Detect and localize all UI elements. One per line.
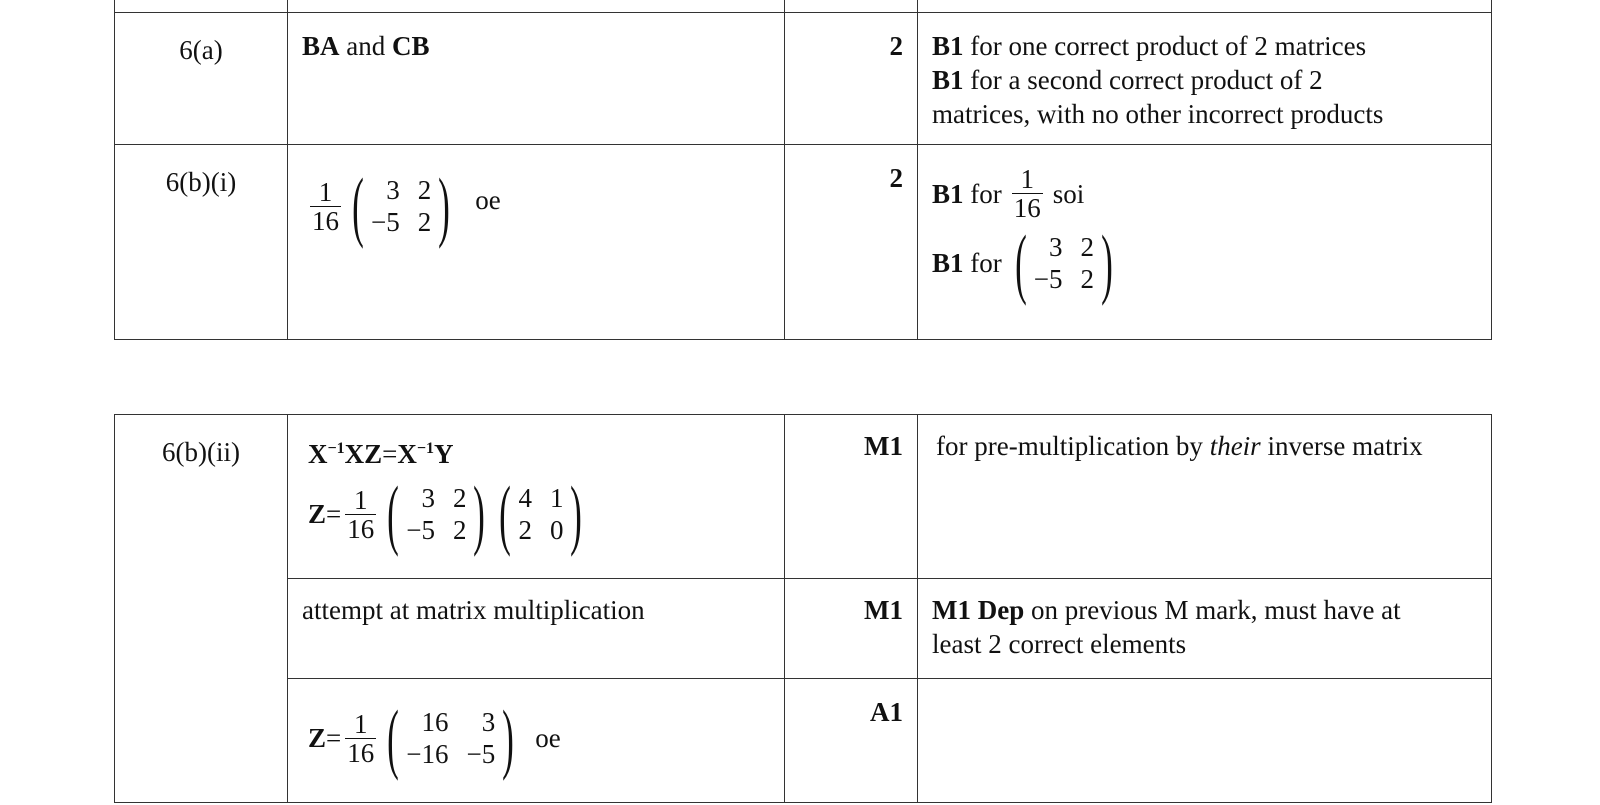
answer-cell <box>288 415 785 579</box>
guidance-line-1: B1 for one correct product of 2 matrices <box>932 31 1367 61</box>
guidance-line-1: B1 for $\frac{1}{16}$ soi <box>932 164 1085 223</box>
answer-oe: oe <box>535 723 561 753</box>
guidance-cell <box>918 145 1492 340</box>
markscheme-table-top <box>114 0 1492 340</box>
table-top-edge-row <box>115 0 1492 13</box>
question-cell: 6(b)(ii) <box>115 415 288 803</box>
answer-cell <box>288 13 785 145</box>
answer-text: attempt at matrix multiplication <box>302 595 645 625</box>
row-6a <box>115 13 1492 145</box>
mark-value: M1 <box>864 595 903 625</box>
mark-cell <box>785 13 918 145</box>
answer-matrix: ( 3 2 −5 2 ) <box>352 162 451 249</box>
mark-value: 2 <box>889 163 903 193</box>
row-6bii-2 <box>115 579 1492 679</box>
answer-equation-1: $X^{-1}XZ=X^{-1}Y$ <box>308 439 454 469</box>
answer-fraction: $\frac{1}{16}$ <box>312 176 339 236</box>
answer-cell <box>288 145 785 340</box>
answer-oe: oe <box>475 185 501 215</box>
guidance-cell <box>918 13 1492 145</box>
guidance-cell <box>918 579 1492 679</box>
row-6bii-3 <box>115 679 1492 803</box>
matrix-y: ( 4 1 2 0 ) <box>499 470 583 557</box>
answer-cell <box>288 579 785 679</box>
mark-cell <box>785 579 918 679</box>
answer-cb: CB <box>392 31 430 61</box>
markscheme-table-bottom <box>114 414 1492 803</box>
guidance-line-2: B1 for ( 3 2 −5 2 ) <box>932 224 1491 302</box>
question-cell: 6(a) <box>115 13 288 145</box>
mark-value: A1 <box>870 697 903 727</box>
mark-cell <box>785 679 918 803</box>
mark-value: 2 <box>889 31 903 61</box>
mark-cell <box>785 145 918 340</box>
mark-value: M1 <box>864 431 903 461</box>
answer-and: and <box>346 31 386 61</box>
guidance-cell <box>918 679 1492 803</box>
answer-equation-2: Z = $\frac{1}{16}$ ( 3 2 −5 2 ) ( 4 1 2 0 ) <box>308 475 784 553</box>
row-6bii-1 <box>115 415 1492 579</box>
guidance-cell <box>918 415 1492 579</box>
guidance-text: for pre-multiplication by their inverse matrix <box>936 431 1423 461</box>
guidance-line-2: least 2 correct elements <box>932 629 1187 659</box>
answer-equation-3: Z = $\frac{1}{16}$ ( 16 3 −16 −5 ) oe <box>308 694 561 781</box>
row-6bi <box>115 145 1492 340</box>
guidance-matrix: ( 3 2 −5 2 ) <box>1014 219 1113 306</box>
answer-ba: BA <box>302 31 340 61</box>
guidance-line-3: matrices, with no other incorrect products <box>932 99 1384 129</box>
question-cell: 6(b)(i) <box>115 145 288 340</box>
guidance-line-1: M1 Dep on previous M mark, must have at <box>932 595 1401 625</box>
answer-cell <box>288 679 785 803</box>
matrix-inverse: ( 3 2 −5 2 ) <box>387 470 486 557</box>
mark-cell <box>785 415 918 579</box>
answer-matrix: ( 16 3 −16 −5 ) <box>387 694 515 781</box>
guidance-line-2: B1 for a second correct product of 2 <box>932 65 1323 95</box>
